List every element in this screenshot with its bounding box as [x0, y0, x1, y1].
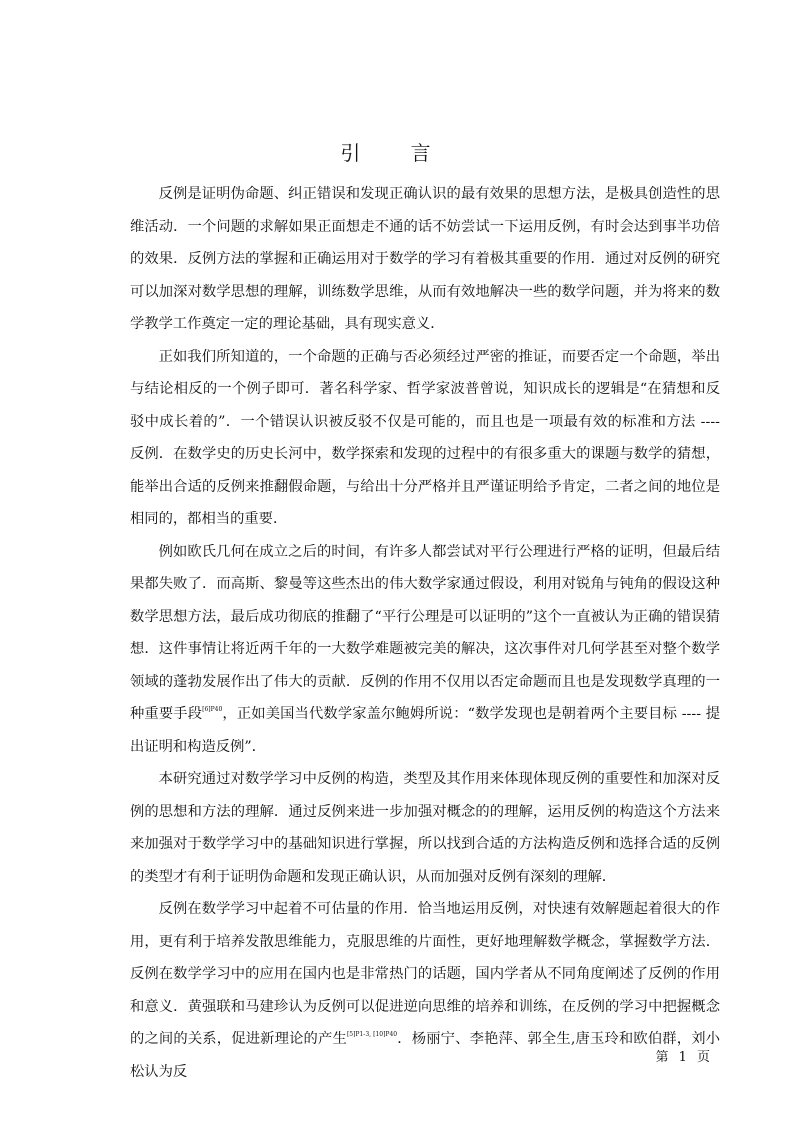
paragraph-text: ，正如美国当代数学家盖尔鲍姆所说：“数学发现也是朝着两个主要目标 ---- 提出证明和构造反例”．	[130, 706, 720, 755]
paragraph-2	[130, 341, 720, 536]
paragraph-text: 反例是证明伪命题、纠正错误和发现正确认识的最有效果的思想方法，是极具创造性的思维活动．一个问题的求解如果正面想走不通的话不妨尝试一下运用反例，有时会达到事半功倍的效果．反例方法的掌握和正确运用对于数学的学习有着极其重要的作用．通过对反例的研究可以加深对数学思想的理解，训练数学思维，从而有效地解决一些的数学问题，并为将来的数学教学工作奠定一定的理论基础，具有现实意义．	[130, 186, 720, 332]
paragraph-text: 反例在数学学习中起着不可估量的作用．恰当地运用反例，对快速有效解题起着很大的作用，更有利于培养发散思维能力，克服思维的片面性，更好地理解数学概念，掌握数学方法．反例在数学学习中的应用在国内也是非常热门的话题，国内学者从不同角度阐述了反例的作用和意义．黄强联和马建珍认为反例可以促进逆向思维的培养和训练，在反例的学习中把握概念的之间的关系，促进新理论的产生	[130, 901, 720, 1047]
page-number: 第 1 页	[655, 1050, 713, 1065]
paragraph-text: ．杨丽宁、李艳萍、郭全生,唐玉玲和欧伯群，刘小松认为反	[130, 1031, 720, 1080]
paragraph-4	[130, 763, 720, 893]
paragraph-text: 例如欧氏几何在成立之后的时间，有许多人都尝试对平行公理进行严格的证明，但最后结果都失败了．而高斯、黎曼等这些杰出的伟大数学家通过假设，利用对锐角与钝角的假设这种数学思想方法，最后成功彻底的推翻了“平行公理是可以证明的”这个一直被认为正确的错误猜想．这件事情让将近两千年的一大数学难题被完美的解决，这次事件对几何学甚至对整个数学领域的蓬勃发展作出了伟大的贡献．反例的作用不仅用以否定命题而且也是发现数学真理的一种重要手段	[130, 543, 720, 722]
paragraph-3	[130, 536, 720, 764]
paragraph-5	[130, 893, 720, 1088]
paragraph-1	[130, 178, 720, 341]
page-title: 引 言	[340, 141, 453, 166]
citation-marker: [5]P1-3, [10]P40	[346, 1031, 398, 1038]
body-text	[130, 178, 720, 1088]
citation-marker: [6]P40	[202, 706, 223, 713]
paragraph-text: 正如我们所知道的，一个命题的正确与否必须经过严密的推证，而要否定一个命题，举出与结论相反的一个例子即可．著名科学家、哲学家波普曾说，知识成长的逻辑是“在猜想和反驳中成长着的”．一个错误认识被反驳不仅是可能的，而且也是一项最有效的标准和方法 ---- 反例．在数学史的历史长河中，数学探索和发现的过程中的有很多重大的课题与数学的猜想，能举出合适的反例来推翻假命题，与给出十分严格并且严谨证明给予肯定，二者之间的地位是相同的，都相当的重要．	[130, 348, 720, 527]
paragraph-text: 本研究通过对数学学习中反例的构造，类型及其作用来体现体现反例的重要性和加深对反例的思想和方法的理解．通过反例来进一步加强对概念的的理解，运用反例的构造这个方法来来加强对于数学学习中的基础知识进行掌握，所以找到合适的方法构造反例和选择合适的反例的类型才有利于证明伪命题和发现正确认识，从而加强对反例有深刻的理解．	[130, 771, 720, 885]
